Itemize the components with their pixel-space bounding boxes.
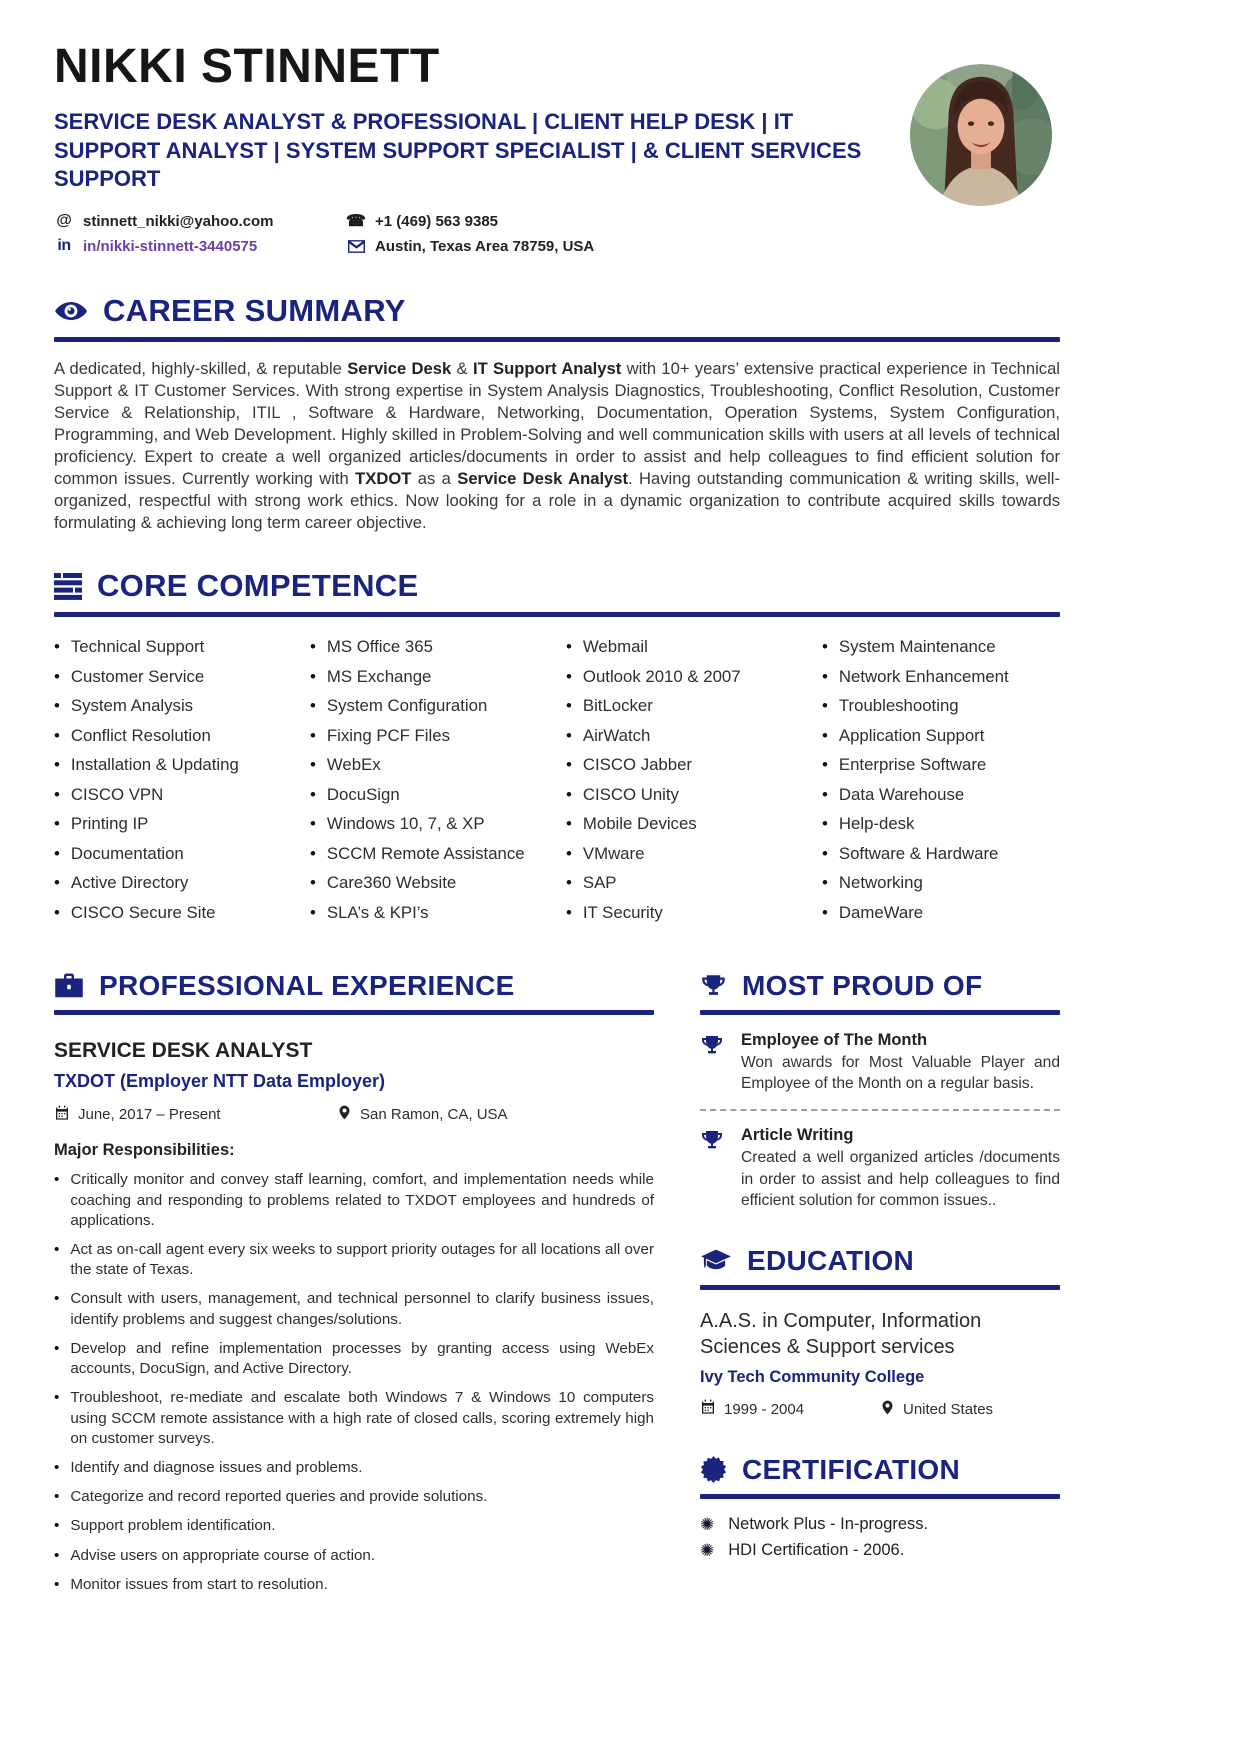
bullet-icon: •: [54, 1241, 60, 1259]
bullet-icon: •: [822, 843, 828, 863]
section-career-summary: [54, 293, 1060, 535]
bullet-icon: •: [310, 873, 316, 893]
bullet-icon: •: [54, 1488, 60, 1506]
skill-column-2: [310, 637, 566, 932]
proud-entry: [700, 1126, 1060, 1210]
skill-item: • Fixing PCF Files: [310, 725, 450, 745]
certification-heading: [700, 1454, 1060, 1486]
skill-column-1: [54, 637, 310, 932]
phone-number: +1 (469) 563 9385: [375, 212, 499, 230]
proud-title-text: MOST PROUD OF: [742, 970, 983, 1002]
bullet-icon: •: [54, 1290, 60, 1308]
skill-item: • System Configuration: [310, 696, 488, 716]
skill-item: • CISCO VPN: [54, 784, 164, 804]
eye-icon: [54, 299, 88, 323]
linkedin-link[interactable]: in/nikki-stinnett-3440575: [83, 237, 258, 255]
responsibility-item: • Troubleshoot, re-mediate and escalate both Windows 7 & Windows 10 computers using SCCM remote assistance with a high rate of closed calls, scoring extremely high on customer surveys.: [54, 1388, 654, 1449]
career-summary-heading: [54, 293, 1060, 329]
at-icon: @: [56, 212, 72, 230]
bullet-icon: •: [566, 784, 572, 804]
proud-heading: [700, 970, 1060, 1002]
bullet-icon: •: [822, 873, 828, 893]
proud-entry-title: Employee of The Month: [741, 1031, 928, 1050]
skill-column-3: [566, 637, 822, 932]
contact-phone: [346, 211, 1060, 231]
bullet-icon: •: [54, 843, 60, 863]
skill-item: • BitLocker: [566, 696, 653, 716]
section-rule: [54, 612, 1060, 617]
bullet-icon: •: [822, 637, 828, 657]
skill-item: • DocuSign: [310, 784, 400, 804]
skill-item: • CISCO Secure Site: [54, 902, 216, 922]
job-meta: [54, 1104, 654, 1125]
section-rule: [700, 1494, 1060, 1499]
bullet-icon: •: [54, 725, 60, 745]
bullet-icon: •: [310, 725, 316, 745]
responsibility-item: • Advise users on appropriate course of action.: [54, 1546, 654, 1566]
skill-item: • MS Office 365: [310, 637, 433, 657]
skill-item: • Application Support: [822, 725, 985, 745]
skill-item: • Conflict Resolution: [54, 725, 211, 745]
section-education: [700, 1245, 1060, 1420]
bullet-icon: •: [310, 696, 316, 716]
certification-item: ✺ HDI Certification - 2006.: [700, 1540, 905, 1560]
profile-photo: [910, 64, 1052, 206]
calendar-icon: [54, 1105, 70, 1125]
contact-email: [54, 212, 346, 230]
proud-entries: [700, 1031, 1060, 1210]
bullet-icon: •: [310, 814, 316, 834]
header: [54, 42, 1060, 259]
responsibility-item: • Identify and diagnose issues and problems.: [54, 1458, 654, 1478]
responsibility-item: • Act as on-call agent every six weeks to support priority outages for all locations all over the state of Texas.: [54, 1240, 654, 1280]
proud-entry-text: Won awards for Most Valuable Player and Employee of the Month on a regular basis.: [741, 1054, 1060, 1093]
bullet-icon: •: [310, 637, 316, 657]
experience-title: PROFESSIONAL EXPERIENCE: [99, 970, 515, 1002]
responsibility-item: • Consult with users, management, and technical personnel to clarify business issues, identify problems and suggest changes/solutions.: [54, 1289, 654, 1329]
section-most-proud-of: [700, 970, 1060, 1210]
bullet-icon: •: [310, 784, 316, 804]
proud-entry-text: Created a well organized articles /documents in order to assist and help colleagues to find efficient solution for common issues..: [741, 1149, 1060, 1209]
bullet-icon: •: [310, 902, 316, 922]
core-competence-heading: [54, 568, 1060, 604]
skill-item: • Network Enhancement: [822, 666, 1009, 686]
bullet-icon: •: [54, 696, 60, 716]
skill-item: • Outlook 2010 & 2007: [566, 666, 741, 686]
skill-item: • Troubleshooting: [822, 696, 959, 716]
dashed-divider: [700, 1109, 1060, 1111]
skill-item: • Webmail: [566, 637, 648, 657]
bullet-icon: •: [54, 1458, 60, 1476]
bullet-icon: •: [822, 814, 828, 834]
trophy-icon: [700, 973, 727, 1000]
section-certification: [700, 1454, 1060, 1560]
bullet-icon: •: [566, 755, 572, 775]
job-company: TXDOT (Employer NTT Data Employer): [54, 1071, 386, 1092]
skill-item: • Enterprise Software: [822, 755, 987, 775]
bullet-icon: •: [54, 666, 60, 686]
bullet-icon: •: [310, 666, 316, 686]
bullet-icon: •: [54, 1339, 60, 1357]
skill-item: • Software & Hardware: [822, 843, 999, 863]
skill-column-4: [822, 637, 1060, 932]
bullet-icon: •: [566, 696, 572, 716]
career-summary-title: CAREER SUMMARY: [103, 292, 406, 328]
bullet-icon: •: [54, 1389, 60, 1407]
bullet-icon: •: [822, 755, 828, 775]
skill-item: • Networking: [822, 873, 923, 893]
bullet-icon: •: [54, 784, 60, 804]
badge-icon: ✺: [700, 1540, 715, 1560]
bullet-icon: •: [54, 755, 60, 775]
skill-item: • SLA’s & KPI’s: [310, 902, 429, 922]
graduation-cap-icon: [700, 1248, 732, 1274]
skill-item: • Customer Service: [54, 666, 205, 686]
bullet-icon: •: [310, 843, 316, 863]
bullet-icon: •: [54, 637, 60, 657]
responsibility-item: • Categorize and record reported queries and provide solutions.: [54, 1487, 654, 1507]
bullet-icon: •: [54, 1546, 60, 1564]
bullet-icon: •: [566, 902, 572, 922]
education-heading: [700, 1245, 1060, 1277]
right-column: [700, 970, 1060, 1604]
list-bars-icon: [54, 573, 82, 600]
bullet-icon: •: [822, 696, 828, 716]
skill-item: • Installation & Updating: [54, 755, 239, 775]
envelope-icon: [346, 240, 366, 253]
proud-entry: [700, 1031, 1060, 1094]
skill-item: • AirWatch: [566, 725, 651, 745]
bullet-icon: •: [822, 666, 828, 686]
bullet-icon: •: [566, 725, 572, 745]
email-link[interactable]: stinnett_nikki@yahoo.com: [83, 212, 274, 230]
contact-linkedin: [54, 237, 346, 255]
badge-icon: ✺: [700, 1514, 715, 1534]
certification-list: [700, 1515, 1060, 1560]
skills-grid: [54, 637, 1060, 932]
skill-item: • Mobile Devices: [566, 814, 697, 834]
location-text: Austin, Texas Area 78759, USA: [375, 237, 595, 255]
degree-name: A.A.S. in Computer, Information Sciences & Support services: [700, 1309, 982, 1358]
main-columns: [54, 970, 1060, 1604]
skill-item: • SAP: [566, 873, 617, 893]
skill-item: • SCCM Remote Assistance: [310, 843, 525, 863]
job-location: San Ramon, CA, USA: [337, 1104, 508, 1125]
education-title: EDUCATION: [747, 1244, 915, 1276]
bullet-icon: •: [54, 814, 60, 834]
bullet-icon: •: [566, 637, 572, 657]
experience-heading: [54, 970, 654, 1002]
skill-item: • CISCO Jabber: [566, 755, 693, 775]
skill-item: • Data Warehouse: [822, 784, 965, 804]
responsibilities-label: Major Responsibilities:: [54, 1141, 235, 1160]
briefcase-icon: [54, 972, 84, 1000]
calendar-icon: [700, 1399, 716, 1419]
person-name: NIKKI STINNETT: [54, 40, 440, 93]
phone-icon: ☎: [346, 213, 366, 231]
skill-item: • Windows 10, 7, & XP: [310, 814, 485, 834]
bullet-icon: •: [566, 843, 572, 863]
location-pin-icon: [337, 1104, 352, 1125]
skill-item: • Active Directory: [54, 873, 189, 893]
skill-item: • DameWare: [822, 902, 924, 922]
skill-item: • Technical Support: [54, 637, 205, 657]
school-name: Ivy Tech Community College: [700, 1367, 925, 1386]
contact-location: [346, 238, 1060, 255]
skill-item: • System Maintenance: [822, 637, 996, 657]
responsibility-item: • Monitor issues from start to resolution.: [54, 1575, 654, 1595]
education-location: United States: [880, 1399, 993, 1420]
bullet-icon: •: [566, 814, 572, 834]
bullet-icon: •: [822, 725, 828, 745]
responsibilities-list: [54, 1170, 654, 1595]
bullet-icon: •: [54, 1171, 60, 1189]
skill-item: • Documentation: [54, 843, 184, 863]
bullet-icon: •: [54, 1517, 60, 1535]
certification-item: ✺ Network Plus - In-progress.: [700, 1514, 929, 1534]
bullet-icon: •: [566, 666, 572, 686]
core-competence-title: CORE COMPETENCE: [97, 568, 419, 604]
skill-item: • CISCO Unity: [566, 784, 679, 804]
job-dates: June, 2017 – Present: [54, 1105, 337, 1125]
bullet-icon: •: [54, 873, 60, 893]
skill-item: • Care360 Website: [310, 873, 457, 893]
trophy-icon: [700, 1126, 726, 1158]
location-pin-icon: [880, 1399, 895, 1420]
education-meta: [700, 1399, 1060, 1420]
responsibility-item: • Develop and refine implementation processes by granting access using WebEx accounts, DocuSign, and Active Directory.: [54, 1339, 654, 1379]
career-summary-text: A dedicated, highly-skilled, & reputable Service Desk & IT Support Analyst with 10+ years’ extensive practical experience in Technical Support & IT Customer Services. With strong expertise in System Analysis Diagnostics, Troubleshooting, Conflict Resolution, Customer Service & Relationship, ITIL , Software & Hardware, Networking, Documentation, Operation Systems, System Configuration, Programming, and Web Development. Highly skilled in Problem-Solving and well communication skills with users at all levels of technical proficiency. Expert to create a well organized articles/documents in order to assist and help colleagues to find efficient solution for common issues. Currently working with TXDOT as a Service Desk Analyst. Having outstanding communication & writing skills, well-organized, respectful with strong work ethics. Now looking for a role in a dynamic organization to contribute acquired skills towards formulating & achieving long term career objective.: [54, 358, 1060, 533]
skill-item: • Help-desk: [822, 814, 915, 834]
section-rule: [700, 1285, 1060, 1290]
skill-item: • WebEx: [310, 755, 381, 775]
skill-item: • Printing IP: [54, 814, 149, 834]
section-core-competence: [54, 568, 1060, 932]
skill-item: • System Analysis: [54, 696, 194, 716]
skill-item: • VMware: [566, 843, 645, 863]
section-rule: [700, 1010, 1060, 1015]
headline: SERVICE DESK ANALYST & PROFESSIONAL | CLIENT HELP DESK | IT SUPPORT ANALYST | SYSTEM SUPPORT SPECIALIST | & CLIENT SERVICES SUPPORT: [54, 109, 862, 191]
responsibility-item: • Support problem identification.: [54, 1516, 654, 1536]
skill-item: • MS Exchange: [310, 666, 432, 686]
contact-block: [54, 209, 1060, 259]
bullet-icon: •: [566, 873, 572, 893]
job-title: SERVICE DESK ANALYST: [54, 1039, 313, 1063]
bullet-icon: •: [822, 784, 828, 804]
bullet-icon: •: [310, 755, 316, 775]
linkedin-icon: in: [57, 237, 71, 255]
trophy-icon: [700, 1031, 726, 1063]
bullet-icon: •: [54, 1575, 60, 1593]
section-rule: [54, 337, 1060, 342]
responsibility-item: • Critically monitor and convey staff learning, comfort, and implementation needs while coaching and responding to problems related to TXDOT employees and hundreds of applications.: [54, 1170, 654, 1231]
bullet-icon: •: [54, 902, 60, 922]
education-dates: 1999 - 2004: [700, 1399, 880, 1419]
proud-entry-title: Article Writing: [741, 1126, 854, 1145]
badge-icon: [700, 1456, 727, 1483]
section-professional-experience: [54, 970, 654, 1604]
section-rule: [54, 1010, 654, 1015]
bullet-icon: •: [822, 902, 828, 922]
certification-title: CERTIFICATION: [742, 1453, 961, 1485]
skill-item: • IT Security: [566, 902, 663, 922]
